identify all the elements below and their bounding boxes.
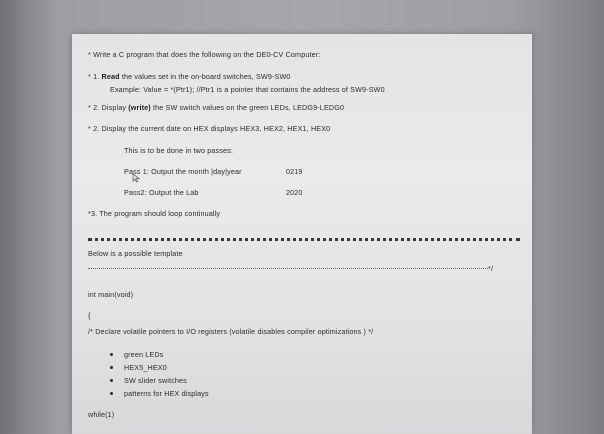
step-1-prefix: * 1. [88, 72, 100, 81]
while-loop-line: while(1) [88, 410, 115, 419]
bullet-icon [110, 392, 113, 395]
step-3-line: *3. The program should loop continually [88, 209, 221, 218]
bullet-icon [110, 366, 113, 369]
step-1-text: the values set in the on-board switches, SW9-SW0 [121, 72, 291, 81]
divider-top [88, 238, 520, 241]
declare-comment: /* Declare volatile pointers to I/O registers (volatile disables compiler optimizations ) */ [88, 327, 374, 336]
template-heading: Below is a possible template [88, 249, 183, 258]
step-1-line [88, 72, 291, 81]
pass-1-label: Pass 1: Output the month |day|year [124, 167, 242, 176]
pass-2-label: Pass2: Output the Lab [124, 188, 199, 197]
pointer-item: green LEDs [124, 350, 164, 359]
step-1-example: Example: Value = *(Ptr1); //Ptr1 is a pointer that contains the address of SW9-SW0 [110, 85, 385, 94]
comment-end: */ [488, 264, 494, 273]
step-2b-line: * 2. Display the current date on HEX displays HEX3, HEX2, HEX1, HEX0 [88, 124, 331, 133]
step-2a-prefix: * 2. Display [88, 103, 127, 112]
passes-intro: This is to be done in two passes: [124, 146, 234, 155]
step-2a-write-bold: (write) [128, 103, 151, 112]
step-2a-text: the SW switch values on the green LEDs, LEDG9-LEDG0 [152, 103, 345, 112]
mouse-cursor-icon [132, 173, 140, 183]
step-1-read-bold: Read [101, 72, 120, 81]
open-brace: { [88, 311, 91, 320]
bullet-icon [110, 353, 113, 356]
pointer-item: SW slider switches [124, 376, 187, 385]
main-signature: int main(void) [88, 290, 134, 299]
step-2a-line [88, 103, 344, 112]
assignment-title: * Write a C program that does the following on the DE0-CV Computer: [88, 50, 321, 59]
bullet-icon [110, 379, 113, 382]
pointer-item: patterns for HEX displays [124, 389, 209, 398]
pass-1-value: 0219 [286, 167, 303, 176]
divider-bottom [88, 268, 488, 269]
pass-2-value: 2020 [286, 188, 303, 197]
document-page [72, 34, 532, 434]
pointer-item: HEX5_HEX0 [124, 363, 167, 372]
